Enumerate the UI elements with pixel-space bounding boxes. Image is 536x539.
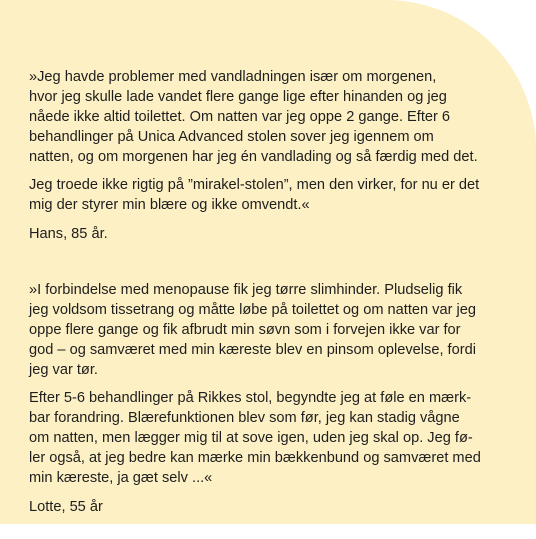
testimonial-paragraph: Jeg troede ikke rigtig på ”mirakel-stolen”, men den virker, for nu er det mig der styrer min blære og ikke omvendt.«: [29, 177, 480, 213]
testimonial-author: Hans, 85 år.: [29, 226, 108, 242]
testimonial-paragraph: »I forbindelse med menopause fik jeg tørre slimhinder. Pludselig fik jeg voldsom tissetrang og måtte løbe på toilettet og om natten var jeg oppe flere gange og fik afbrudt min søvn som i forvejen ikke var for god – og samværet med min kæreste blev en pinsom oplevelse, fordi jeg var tør.: [29, 282, 476, 378]
testimonial-author: Lotte, 55 år: [29, 499, 103, 515]
testimonial-lotte: [29, 280, 519, 517]
testimonial-paragraph: »Jeg havde problemer med vandladningen især om morgenen, hvor jeg skulle lade vandet flere gange lige efter hinanden og jeg nåede ikke altid toilettet. Om natten var jeg oppe 2 gange. Efter 6 behandlinger på Unica Advanced stolen sover jeg igennem om natten, og om morgenen har jeg én vandlading og så færdig med det.: [29, 69, 478, 165]
testimonial-paragraph: Efter 5-6 behandlinger på Rikkes stol, begyndte jeg at føle en mærk- bar forandring. Blærefunktionen blev som før, jeg kan stadig vågne om natten, men lægger mig til at sove igen, uden jeg skal op. Jeg fø- ler også, at jeg bedre kan mærke min bækkenbund og samværet med min kæreste, ja gæt selv ...«: [29, 390, 481, 486]
testimonial-hans: [29, 67, 519, 244]
testimonial-content: [29, 67, 519, 517]
